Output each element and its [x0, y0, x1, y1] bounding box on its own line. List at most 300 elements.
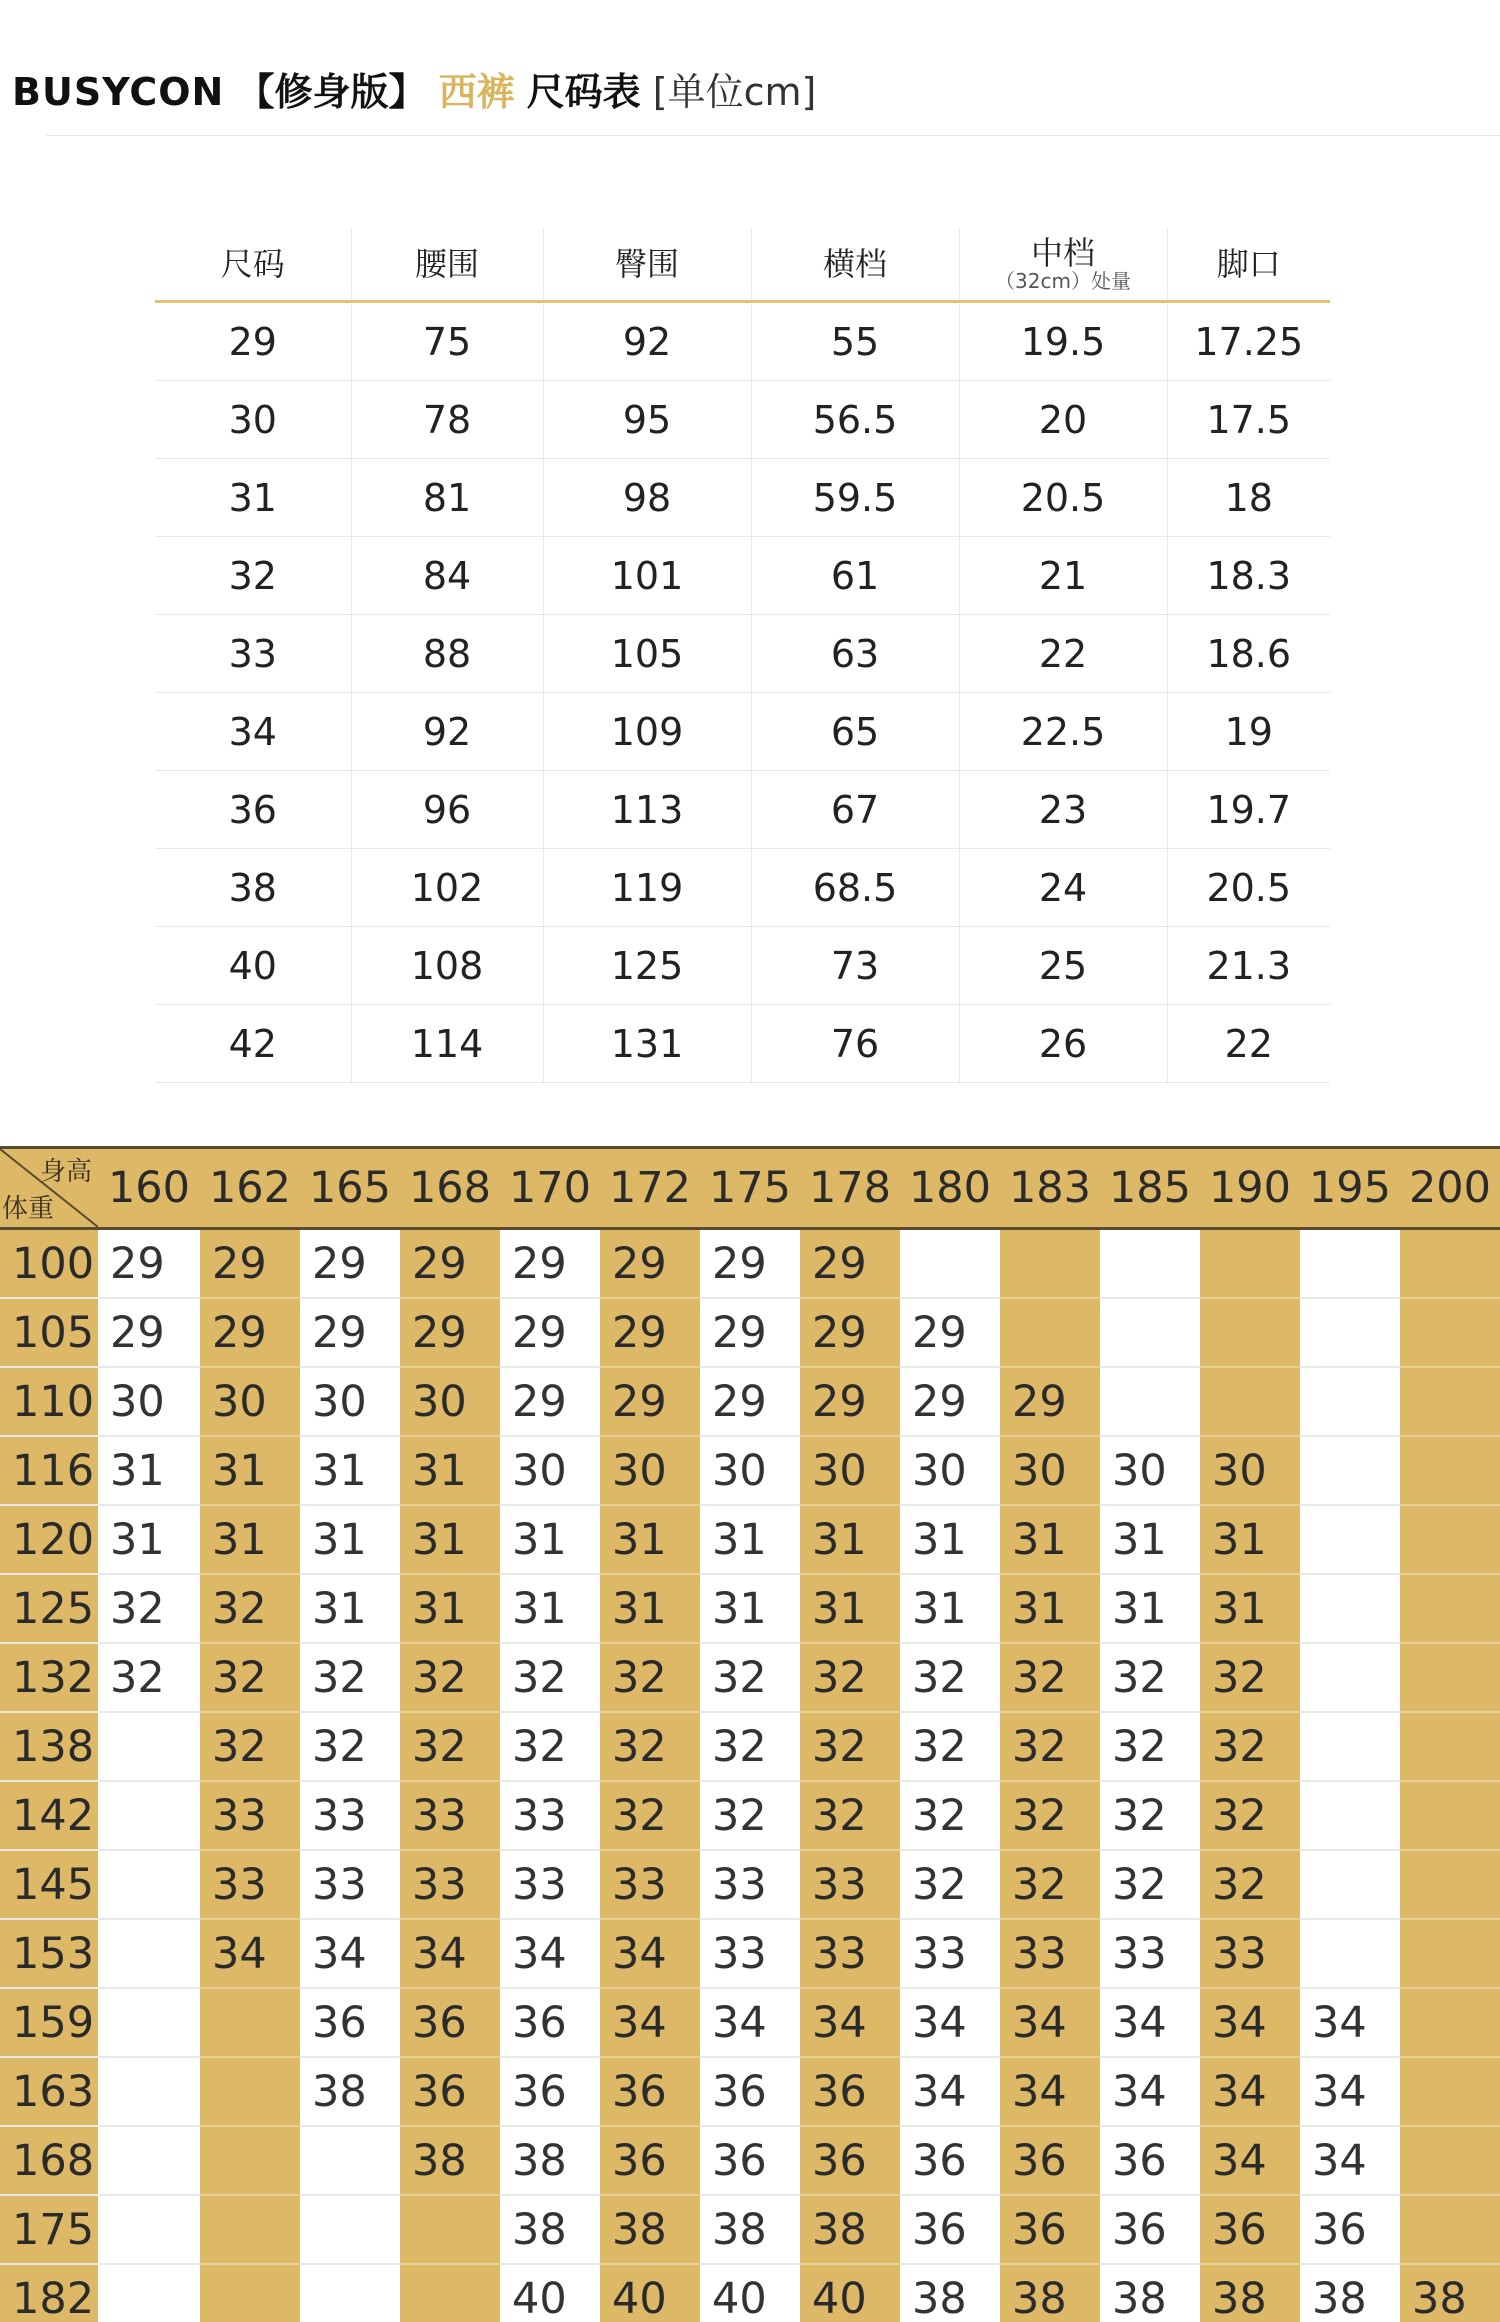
size-cell: 29: [98, 1229, 200, 1299]
size-cell: 33: [900, 1919, 1000, 1988]
size-cell: 33: [1100, 1919, 1200, 1988]
size-cell: 34: [600, 1919, 700, 1988]
size-cell: 36: [1100, 2195, 1200, 2264]
weight-cell: 153: [0, 1919, 98, 1988]
weight-cell: 159: [0, 1988, 98, 2057]
table-row: [0, 2264, 1500, 2322]
size-cell: 29: [400, 1298, 500, 1367]
weight-cell: 142: [0, 1781, 98, 1850]
size-cell: 36: [1000, 2195, 1100, 2264]
table-cell: 65: [751, 693, 959, 771]
size-cell: 38: [500, 2195, 600, 2264]
size-cell: 32: [800, 1643, 900, 1712]
weight-cell: 163: [0, 2057, 98, 2126]
table-row: [0, 1988, 1500, 2057]
table-cell: 95: [543, 381, 751, 459]
table-cell: 131: [543, 1005, 751, 1083]
size-cell: 32: [900, 1850, 1000, 1919]
size-cell: [1400, 1643, 1500, 1712]
height-header: 200: [1400, 1148, 1500, 1229]
unit-label: [单位cm]: [652, 70, 817, 114]
size-cell: 34: [1000, 1988, 1100, 2057]
weight-cell: 100: [0, 1229, 98, 1299]
recommendation-section: [0, 1146, 1500, 2322]
size-cell: [400, 2264, 500, 2322]
height-header: 160: [98, 1148, 200, 1229]
weight-cell: 125: [0, 1574, 98, 1643]
weight-cell: 110: [0, 1367, 98, 1436]
table-cell: 32: [155, 537, 351, 615]
size-cell: [1400, 1298, 1500, 1367]
size-cell: 29: [500, 1298, 600, 1367]
size-cell: [1400, 2057, 1500, 2126]
size-cell: [1300, 1436, 1400, 1505]
size-cell: 38: [1300, 2264, 1400, 2322]
table-cell: 63: [751, 615, 959, 693]
table-cell: 88: [351, 615, 543, 693]
table-row: [0, 2057, 1500, 2126]
weight-cell: 168: [0, 2126, 98, 2195]
size-cell: 29: [700, 1367, 800, 1436]
size-cell: [1400, 1781, 1500, 1850]
size-cell: 32: [1100, 1712, 1200, 1781]
size-cell: 30: [1000, 1436, 1100, 1505]
size-cell: [1400, 1229, 1500, 1299]
size-cell: [1400, 1850, 1500, 1919]
size-cell: 31: [200, 1436, 300, 1505]
table-row: [155, 381, 1330, 459]
size-cell: [1400, 1988, 1500, 2057]
table-cell: 22: [959, 615, 1167, 693]
table-cell: 25: [959, 927, 1167, 1005]
size-cell: 31: [600, 1505, 700, 1574]
table-row: [0, 1229, 1500, 1299]
size-cell: 34: [900, 2057, 1000, 2126]
size-cell: 32: [500, 1643, 600, 1712]
size-cell: [98, 1919, 200, 1988]
table-cell: 33: [155, 615, 351, 693]
size-cell: 31: [98, 1505, 200, 1574]
size-cell: 32: [1100, 1850, 1200, 1919]
header-cell: [1167, 228, 1330, 302]
size-cell: 34: [1200, 1988, 1300, 2057]
size-cell: 38: [1100, 2264, 1200, 2322]
header-label: 脚口: [1216, 245, 1281, 283]
header-label: 腰围: [414, 245, 479, 283]
size-cell: 34: [1100, 1988, 1200, 2057]
size-cell: [1100, 1367, 1200, 1436]
size-cell: 32: [300, 1643, 400, 1712]
size-cell: 30: [900, 1436, 1000, 1505]
size-cell: 36: [500, 2057, 600, 2126]
size-cell: 33: [1200, 1919, 1300, 1988]
size-cell: [300, 2126, 400, 2195]
size-cell: [1300, 1712, 1400, 1781]
table-cell: 20.5: [959, 459, 1167, 537]
height-header: 172: [600, 1148, 700, 1229]
size-cell: 32: [900, 1643, 1000, 1712]
size-cell: [98, 2057, 200, 2126]
size-cell: 30: [200, 1367, 300, 1436]
size-cell: 31: [1100, 1574, 1200, 1643]
table-cell: 102: [351, 849, 543, 927]
size-cell: 40: [500, 2264, 600, 2322]
size-cell: [900, 1229, 1000, 1299]
table-row: [0, 1919, 1500, 1988]
size-cell: 29: [98, 1298, 200, 1367]
table-cell: 78: [351, 381, 543, 459]
size-cell: 29: [500, 1367, 600, 1436]
size-cell: 29: [400, 1229, 500, 1299]
size-cell: [98, 1850, 200, 1919]
size-cell: 33: [300, 1850, 400, 1919]
size-cell: [1200, 1367, 1300, 1436]
size-cell: 31: [300, 1436, 400, 1505]
size-cell: [98, 1988, 200, 2057]
size-cell: 33: [800, 1850, 900, 1919]
size-cell: 36: [400, 2057, 500, 2126]
size-cell: 36: [700, 2126, 800, 2195]
header-note: （32cm）处量: [995, 269, 1131, 293]
size-cell: 32: [700, 1712, 800, 1781]
size-cell: 36: [1300, 2195, 1400, 2264]
size-cell: 31: [400, 1505, 500, 1574]
table-cell: 31: [155, 459, 351, 537]
size-cell: 38: [800, 2195, 900, 2264]
table-cell: 21: [959, 537, 1167, 615]
size-cell: 36: [900, 2195, 1000, 2264]
size-cell: [1300, 1298, 1400, 1367]
table-row: [0, 1367, 1500, 1436]
size-cell: 32: [1000, 1850, 1100, 1919]
table-cell: 21.3: [1167, 927, 1330, 1005]
size-cell: [1000, 1229, 1100, 1299]
size-cell: 36: [500, 1988, 600, 2057]
height-header: 185: [1100, 1148, 1200, 1229]
header-label: 臀围: [614, 245, 679, 283]
size-cell: 30: [500, 1436, 600, 1505]
size-cell: 32: [98, 1574, 200, 1643]
size-cell: 36: [1200, 2195, 1300, 2264]
table-cell: 55: [751, 302, 959, 381]
table-cell: 36: [155, 771, 351, 849]
size-cell: [1100, 1298, 1200, 1367]
size-cell: 29: [600, 1229, 700, 1299]
size-cell: 36: [900, 2126, 1000, 2195]
size-cell: 36: [600, 2057, 700, 2126]
size-cell: 29: [700, 1229, 800, 1299]
table-cell: 40: [155, 927, 351, 1005]
size-cell: 29: [500, 1229, 600, 1299]
size-cell: 32: [1200, 1712, 1300, 1781]
table-cell: 29: [155, 302, 351, 381]
size-cell: 30: [400, 1367, 500, 1436]
height-header: 170: [500, 1148, 600, 1229]
size-cell: 32: [800, 1781, 900, 1850]
table-cell: 26: [959, 1005, 1167, 1083]
size-cell: 33: [700, 1919, 800, 1988]
size-cell: 38: [1000, 2264, 1100, 2322]
table-cell: 76: [751, 1005, 959, 1083]
size-cell: 31: [900, 1505, 1000, 1574]
size-cell: 32: [900, 1781, 1000, 1850]
size-cell: [98, 1781, 200, 1850]
table-cell: 96: [351, 771, 543, 849]
size-cell: 31: [200, 1505, 300, 1574]
size-cell: 31: [700, 1505, 800, 1574]
size-cell: 31: [1200, 1505, 1300, 1574]
size-cell: 29: [200, 1298, 300, 1367]
page-title: [12, 62, 816, 122]
size-cell: 36: [700, 2057, 800, 2126]
table-row: [0, 1505, 1500, 1574]
table-cell: 108: [351, 927, 543, 1005]
size-cell: [200, 2264, 300, 2322]
table-row: [0, 1643, 1500, 1712]
size-cell: [98, 1712, 200, 1781]
size-cell: 34: [800, 1988, 900, 2057]
size-cell: 34: [1200, 2126, 1300, 2195]
size-cell: 31: [600, 1574, 700, 1643]
size-cell: 32: [400, 1712, 500, 1781]
table-cell: 18.6: [1167, 615, 1330, 693]
table-cell: 67: [751, 771, 959, 849]
size-cell: 36: [1100, 2126, 1200, 2195]
table-cell: 19: [1167, 693, 1330, 771]
size-cell: 32: [1000, 1643, 1100, 1712]
size-cell: 29: [600, 1367, 700, 1436]
corner-cell: [0, 1148, 98, 1229]
height-header: 190: [1200, 1148, 1300, 1229]
size-cell: [1000, 1298, 1100, 1367]
size-cell: 34: [1300, 2057, 1400, 2126]
table-row: [155, 537, 1330, 615]
table-cell: 114: [351, 1005, 543, 1083]
size-cell: [1400, 1505, 1500, 1574]
weight-cell: 175: [0, 2195, 98, 2264]
weight-cell: 116: [0, 1436, 98, 1505]
size-cell: [1300, 1643, 1400, 1712]
size-cell: 36: [800, 2126, 900, 2195]
size-cell: 29: [700, 1298, 800, 1367]
table-cell: 105: [543, 615, 751, 693]
size-cell: [1300, 1574, 1400, 1643]
size-cell: [200, 2195, 300, 2264]
size-cell: 32: [900, 1712, 1000, 1781]
header-cell: [351, 228, 543, 302]
size-cell: [1200, 1229, 1300, 1299]
table-cell: 125: [543, 927, 751, 1005]
table-cell: 19.7: [1167, 771, 1330, 849]
header-cell: [155, 228, 351, 302]
header-cell: [959, 228, 1167, 302]
title-divider: [46, 135, 1500, 136]
size-cell: 29: [1000, 1367, 1100, 1436]
size-cell: 33: [800, 1919, 900, 1988]
size-cell: 33: [200, 1850, 300, 1919]
size-cell: 31: [500, 1574, 600, 1643]
size-cell: 36: [600, 2126, 700, 2195]
height-axis-label: 身高: [39, 1157, 92, 1187]
size-cell: [300, 2264, 400, 2322]
table-row: [155, 693, 1330, 771]
size-cell: 29: [900, 1367, 1000, 1436]
size-cell: 30: [98, 1367, 200, 1436]
table-cell: 24: [959, 849, 1167, 927]
size-cell: 31: [900, 1574, 1000, 1643]
table-row: [0, 1574, 1500, 1643]
table-cell: 18.3: [1167, 537, 1330, 615]
size-cell: 30: [600, 1436, 700, 1505]
size-cell: [1400, 2126, 1500, 2195]
size-cell: 32: [800, 1712, 900, 1781]
size-cell: 32: [98, 1643, 200, 1712]
size-cell: 29: [800, 1367, 900, 1436]
table-cell: 22: [1167, 1005, 1330, 1083]
size-cell: 34: [1100, 2057, 1200, 2126]
size-cell: 32: [1100, 1781, 1200, 1850]
table-cell: 23: [959, 771, 1167, 849]
size-cell: 31: [500, 1505, 600, 1574]
table-cell: 22.5: [959, 693, 1167, 771]
size-cell: 38: [900, 2264, 1000, 2322]
size-cell: [1400, 1574, 1500, 1643]
size-cell: 29: [800, 1298, 900, 1367]
size-cell: 32: [600, 1712, 700, 1781]
table-cell: 68.5: [751, 849, 959, 927]
table-cell: 17.25: [1167, 302, 1330, 381]
table-cell: 42: [155, 1005, 351, 1083]
table-row: [0, 1436, 1500, 1505]
size-cell: 32: [1000, 1781, 1100, 1850]
size-cell: 31: [1100, 1505, 1200, 1574]
table-row: [0, 2195, 1500, 2264]
size-cell: 32: [200, 1643, 300, 1712]
height-header-row: [0, 1148, 1500, 1229]
size-cell: 38: [700, 2195, 800, 2264]
table-cell: 34: [155, 693, 351, 771]
table-cell: 61: [751, 537, 959, 615]
size-cell: 36: [1000, 2126, 1100, 2195]
weight-cell: 182: [0, 2264, 98, 2322]
table-cell: 18: [1167, 459, 1330, 537]
size-cell: 34: [300, 1919, 400, 1988]
size-cell: 40: [800, 2264, 900, 2322]
size-cell: 32: [200, 1574, 300, 1643]
height-header: 162: [200, 1148, 300, 1229]
size-cell: 32: [300, 1712, 400, 1781]
size-cell: 31: [300, 1574, 400, 1643]
table-cell: 59.5: [751, 459, 959, 537]
table-cell: 81: [351, 459, 543, 537]
size-cell: 33: [200, 1781, 300, 1850]
height-header: 178: [800, 1148, 900, 1229]
size-cell: [200, 2057, 300, 2126]
size-cell: 34: [1300, 1988, 1400, 2057]
size-table-header: [155, 228, 1330, 302]
size-cell: 34: [400, 1919, 500, 1988]
size-cell: [1200, 1298, 1300, 1367]
size-cell: 34: [500, 1919, 600, 1988]
header-label: 中档: [1030, 234, 1095, 272]
table-row: [155, 927, 1330, 1005]
size-cell: 38: [1400, 2264, 1500, 2322]
size-cell: [98, 2264, 200, 2322]
product-name: 西裤: [438, 70, 515, 114]
size-cell: 33: [700, 1850, 800, 1919]
size-cell: 34: [1200, 2057, 1300, 2126]
size-cell: 31: [1200, 1574, 1300, 1643]
size-cell: 33: [300, 1781, 400, 1850]
size-cell: [1400, 1712, 1500, 1781]
height-header: 195: [1300, 1148, 1400, 1229]
size-cell: [98, 2126, 200, 2195]
size-cell: 34: [600, 1988, 700, 2057]
size-table: [155, 228, 1330, 1083]
table-row: [0, 1298, 1500, 1367]
size-cell: [400, 2195, 500, 2264]
size-cell: 33: [500, 1781, 600, 1850]
size-cell: 33: [1000, 1919, 1100, 1988]
size-cell: 36: [800, 2057, 900, 2126]
table-cell: 119: [543, 849, 751, 927]
size-cell: 32: [1000, 1712, 1100, 1781]
table-row: [0, 1712, 1500, 1781]
size-cell: 36: [400, 1988, 500, 2057]
size-cell: [1300, 1850, 1400, 1919]
size-cell: 29: [600, 1298, 700, 1367]
size-cell: 34: [200, 1919, 300, 1988]
table-row: [0, 2126, 1500, 2195]
size-cell: 32: [400, 1643, 500, 1712]
size-cell: [1400, 1919, 1500, 1988]
size-cell: 32: [600, 1643, 700, 1712]
size-cell: 31: [1000, 1505, 1100, 1574]
height-header: 165: [300, 1148, 400, 1229]
size-recommendation-table: [0, 1146, 1500, 2322]
table-cell: 109: [543, 693, 751, 771]
table-row: [155, 302, 1330, 381]
size-cell: 38: [300, 2057, 400, 2126]
size-cell: 30: [1100, 1436, 1200, 1505]
size-cell: 29: [200, 1229, 300, 1299]
weight-cell: 105: [0, 1298, 98, 1367]
header-label: 尺码: [220, 245, 285, 283]
size-cell: 32: [1200, 1781, 1300, 1850]
size-cell: 31: [700, 1574, 800, 1643]
size-cell: 32: [700, 1781, 800, 1850]
table-row: [155, 1005, 1330, 1083]
table-cell: 98: [543, 459, 751, 537]
size-cell: 31: [800, 1574, 900, 1643]
size-cell: [1400, 1367, 1500, 1436]
size-cell: [1300, 1505, 1400, 1574]
weight-axis-label: 体重: [2, 1194, 55, 1224]
weight-cell: 138: [0, 1712, 98, 1781]
size-cell: 31: [1000, 1574, 1100, 1643]
size-cell: 32: [1100, 1643, 1200, 1712]
table-cell: 101: [543, 537, 751, 615]
header-cell: [751, 228, 959, 302]
height-header: 175: [700, 1148, 800, 1229]
weight-cell: 145: [0, 1850, 98, 1919]
size-cell: 29: [300, 1229, 400, 1299]
table-cell: 20.5: [1167, 849, 1330, 927]
size-cell: 30: [800, 1436, 900, 1505]
size-cell: 38: [600, 2195, 700, 2264]
table-cell: 75: [351, 302, 543, 381]
size-cell: 38: [400, 2126, 500, 2195]
